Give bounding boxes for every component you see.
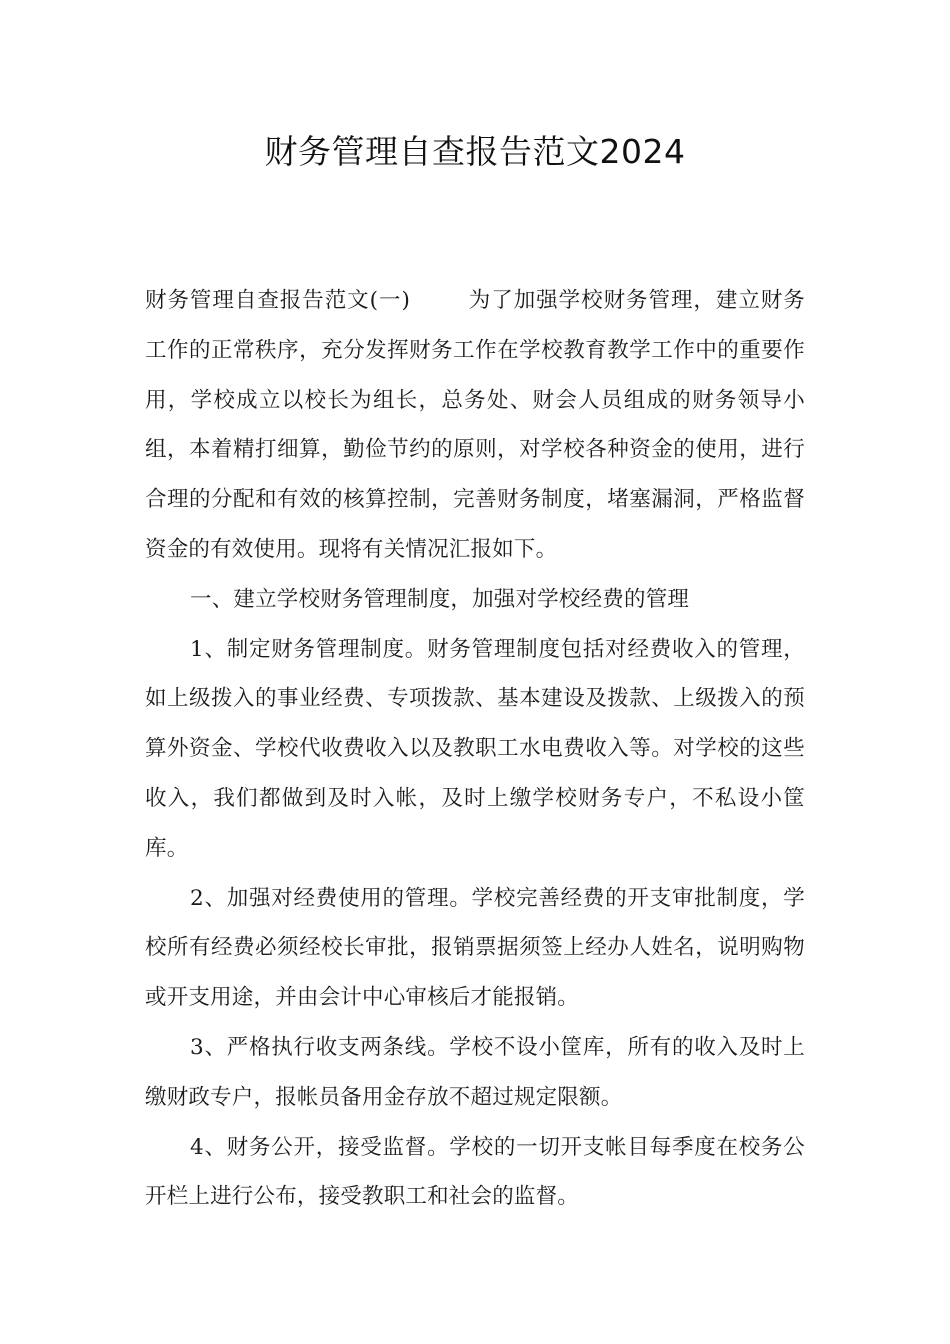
document-title: 财务管理自查报告范文2024 — [264, 132, 686, 171]
section-1-heading: 一、建立学校财务管理制度，加强对学校经费的管理 — [190, 586, 690, 612]
item-4-paragraph: 4、财务公开，接受监督。学校的一切开支帐目每季度在校务公开栏上进行公布，接受教职工和社会的监督。 — [145, 1134, 805, 1210]
intro-paragraph — [145, 276, 805, 575]
document-body — [145, 276, 805, 1222]
intro-body: 为了加强学校财务管理，建立财务工作的正常秩序，充分发挥财务工作在学校教育教学工作中的重要作用，学校成立以校长为组长，总务处、财会人员组成的财务领导小组，本着精打细算，勤俭节约的原则，对学校各种资金的使用，进行合理的分配和有效的核算控制，完善财务制度，堵塞漏洞，严格监督资金的有效使用。现将有关情况汇报如下。 — [145, 288, 805, 562]
item-1-paragraph: 1、制定财务管理制度。财务管理制度包括对经费收入的管理，如上级拨入的事业经费、专项拨款、基本建设及拨款、上级拨入的预算外资金、学校代收费收入以及教职工水电费收入等。对学校的这些收入，我们都做到及时入帐，及时上缴学校财务专户，不私设小筐库。 — [145, 636, 805, 861]
item-2-paragraph: 2、加强对经费使用的管理。学校完善经费的开支审批制度，学校所有经费必须经校长审批，报销票据须签上经办人姓名，说明购物或开支用途，并由会计中心审核后才能报销。 — [145, 885, 805, 1011]
intro-heading: 财务管理自查报告范文(一) — [145, 288, 411, 313]
item-3-paragraph: 3、严格执行收支两条线。学校不设小筐库，所有的收入及时上缴财政专户，报帐员备用金存放不超过规定限额。 — [145, 1034, 805, 1110]
